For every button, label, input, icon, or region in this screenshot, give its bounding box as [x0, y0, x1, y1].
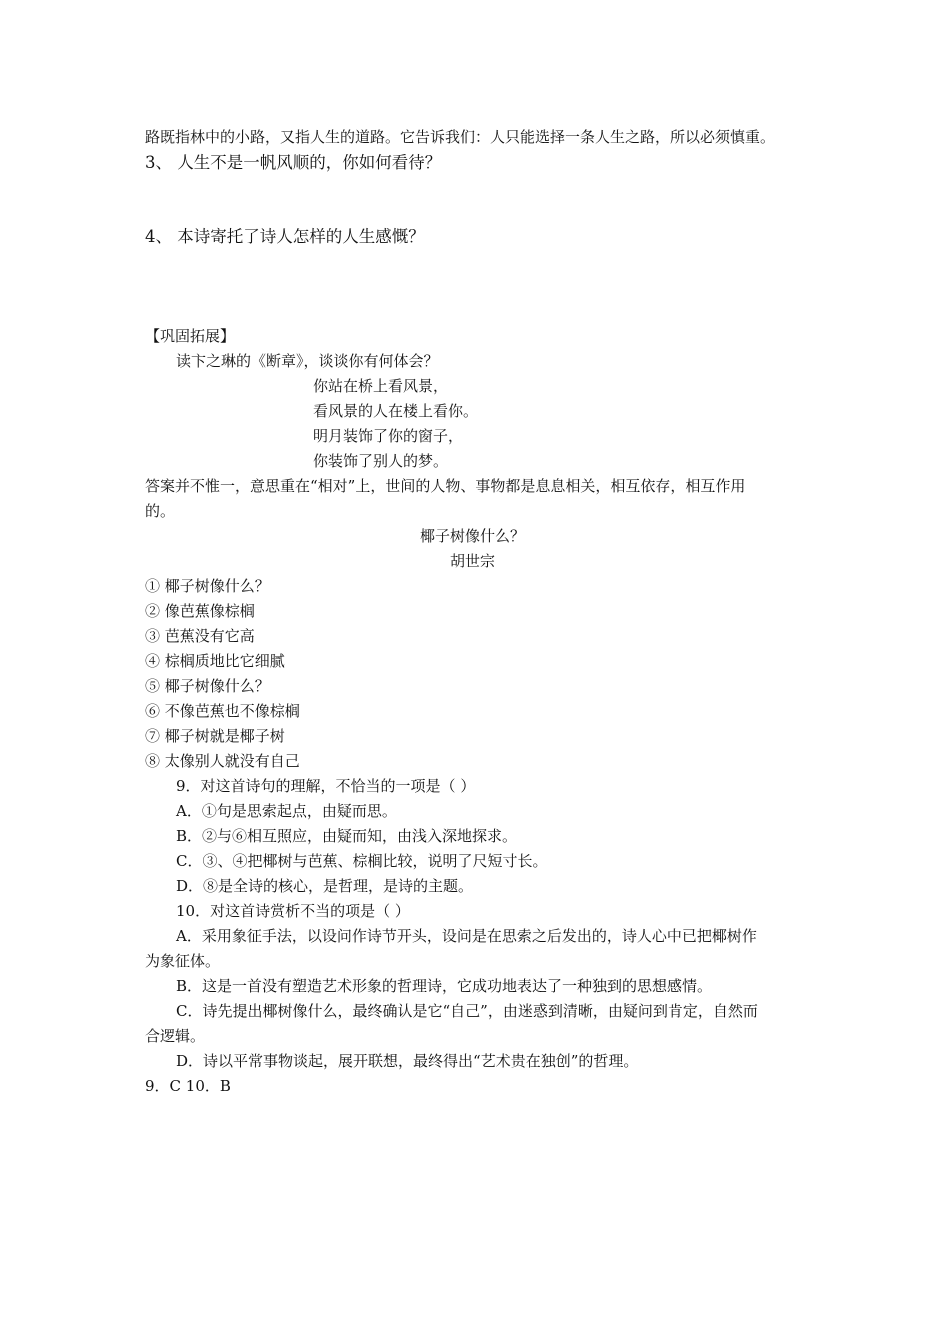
question-9-option: C．③、④把椰树与芭蕉、棕榈比较，说明了尺短寸长。	[176, 852, 548, 870]
question-10-option-a-cont: 为象征体。	[145, 952, 221, 970]
numbered-line: ④ 棕榈质地比它细腻	[145, 652, 285, 670]
numbered-line: ② 像芭蕉像棕榈	[145, 602, 255, 620]
question-4: 4、 本诗寄托了诗人怎样的人生感慨？	[145, 227, 425, 246]
question-3: 3、 人生不是一帆风顺的，你如何看待？	[145, 153, 442, 172]
question-10-option-a: A．采用象征手法，以设问作诗节开头，设问是在思索之后发出的，诗人心中已把椰树作	[176, 927, 757, 945]
numbered-line: ⑥ 不像芭蕉也不像棕榈	[145, 702, 300, 720]
question-10-option-c: C．诗先提出椰树像什么，最终确认是它“自己”，由迷惑到清晰，由疑问到肯定，自然而	[176, 1002, 758, 1020]
poem-line: 明月装饰了你的窗子，	[313, 427, 464, 445]
answer-text-cont: 的。	[145, 502, 176, 520]
poem-title: 椰子树像什么？	[419, 527, 525, 545]
question-10-option-b: B．这是一首没有塑造艺术形象的哲理诗，它成功地表达了一种独到的思想感情。	[176, 977, 713, 995]
poem-line: 你站在桥上看风景，	[313, 377, 449, 395]
final-answer: 9．C 10．B	[145, 1077, 231, 1095]
question-9-option: D．⑧是全诗的核心，是哲理，是诗的主题。	[176, 877, 474, 895]
numbered-line: ⑦ 椰子树就是椰子树	[145, 727, 285, 745]
answer-text: 答案并不惟一，意思重在“相对”上，世间的人物、事物都是息息相关，相互依存，相互作用	[145, 477, 746, 495]
numbered-line: ① 椰子树像什么？	[145, 577, 270, 595]
numbered-line: ⑤ 椰子树像什么？	[145, 677, 270, 695]
question-10-option-d: D．诗以平常事物谈起，展开联想，最终得出“艺术贵在独创”的哲理。	[176, 1052, 639, 1070]
question-9-option: A．①句是思索起点，由疑而思。	[176, 802, 397, 820]
numbered-line: ⑧ 太像别人就没有自己	[145, 752, 300, 770]
poem-author: 胡世宗	[449, 552, 495, 570]
question-10-option-c-cont: 合逻辑。	[145, 1027, 206, 1045]
question-9-option: B．②与⑥相互照应，由疑而知，由浅入深地探求。	[176, 827, 518, 845]
prompt-text: 读卞之琳的《断章》，谈谈你有何体会？	[176, 352, 439, 370]
section-title: 【巩固拓展】	[145, 327, 236, 345]
poem-line: 你装饰了别人的梦。	[313, 452, 449, 470]
numbered-line: ③ 芭蕉没有它高	[145, 627, 255, 645]
question-9-stem: 9．对这首诗句的理解，不恰当的一项是（ ）	[176, 777, 476, 795]
intro-line: 路既指林中的小路，又指人生的道路。它告诉我们：人只能选择一条人生之路，所以必须慎重。	[145, 128, 776, 146]
poem-line: 看风景的人在楼上看你。	[313, 402, 479, 420]
question-10-stem: 10．对这首诗赏析不当的项是（ ）	[176, 902, 410, 920]
